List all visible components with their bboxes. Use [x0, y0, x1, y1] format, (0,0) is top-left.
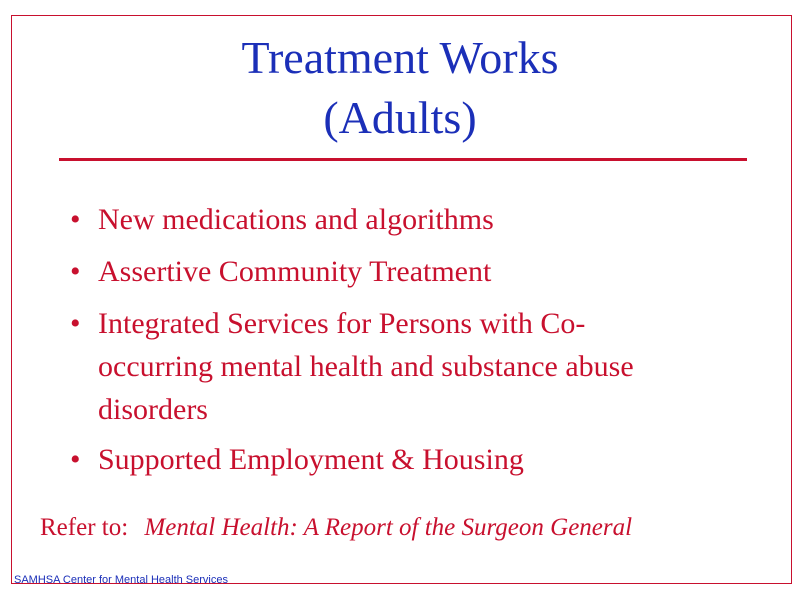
- reference-label: Refer to:: [40, 514, 129, 541]
- bullet-dot-icon: •: [70, 203, 81, 236]
- reference-line: [40, 512, 632, 544]
- bullet-dot-icon: •: [70, 443, 81, 476]
- bullet-text: Supported Employment & Housing: [98, 443, 524, 476]
- slide-title-line-2: (Adults): [323, 92, 477, 143]
- reference-source: Mental Health: A Report of the Surgeon General: [144, 514, 633, 541]
- footer-organization: SAMHSA Center for Mental Health Services: [14, 574, 228, 586]
- bullet-item-assertive-community-treatment: [70, 250, 678, 293]
- bullet-item-integrated-services: [70, 302, 678, 431]
- bullet-item-supported-employment: [70, 438, 678, 481]
- bullet-text: Integrated Services for Persons with Co-occurring mental health and substance abuse disorders: [98, 307, 634, 426]
- bullet-dot-icon: •: [70, 255, 81, 288]
- slide-title-line-1: Treatment Works: [241, 32, 559, 83]
- bullet-text: Assertive Community Treatment: [98, 255, 492, 288]
- bullet-item-new-medications: [70, 198, 678, 241]
- bullet-text: New medications and algorithms: [98, 203, 494, 236]
- bullet-dot-icon: •: [70, 307, 81, 340]
